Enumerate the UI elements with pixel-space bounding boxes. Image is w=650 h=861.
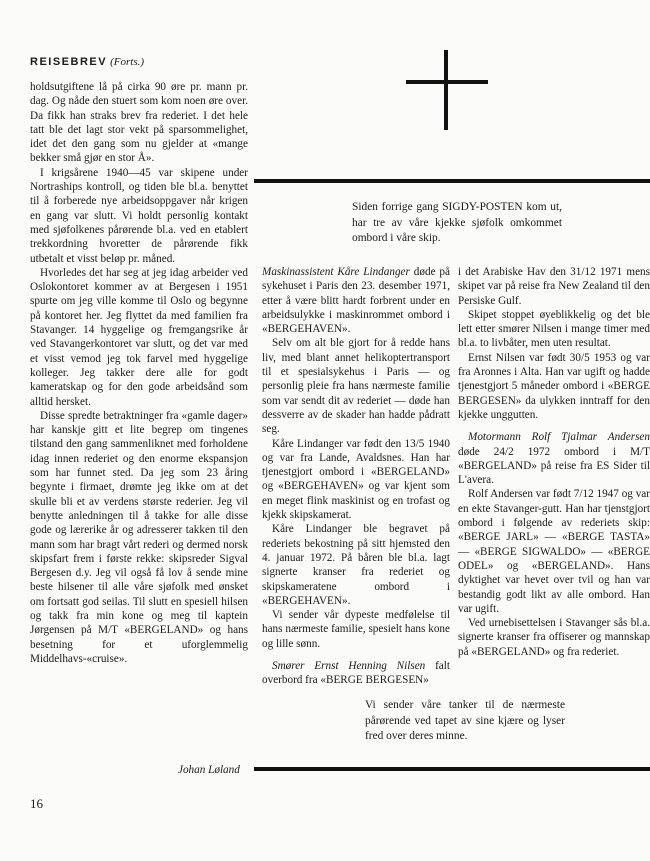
obituary-name: Smører Ernst Henning Nilsen (272, 660, 426, 673)
paragraph: holdsutgiftene lå på cirka 90 øre pr. mann pr. dag. Og nåde den stuert som kom noen øre over. Da fikk han straks brev fra rederiet. I det hele tatt ble det lagt stor vekt på sparsommelighet, idet det den gang som nu gjelder at «mange bekker små gjør en stor Å». (30, 81, 248, 165)
middle-column (262, 265, 450, 688)
paragraph: Skipet stoppet øyeblikkelig og det ble lett etter smører Nilsen i mange timer med bl.a. to livbåter, men uten resultat. (458, 308, 650, 350)
paragraph: Rolf Andersen var født 7/12 1947 og var en ekte Stavanger-gutt. Han har tjenstgjort ombord i følgende av rederiets skip: «BERGE JARL» — «BERGE TASTA» — «BERGE SIGWALDO» — «BERGE ODEL» og «BERGELAND». Hans dyktighet var hevet over tvil og han var bestandig godt likt av alle ombord. Han var ugift. (458, 488, 650, 615)
divider-rule (254, 179, 650, 183)
paragraph: Hvorledes det har seg at jeg idag arbeider ved Oslokontoret kommer av at Bergesen i 1951 spurte om jeg ville komme til Oslo og begynne på kontoret her. Jeg flyttet da med familien fra Stavanger. 14 hyggelige og fremgangsrike år ved Stavangerkontoret var slutt, og det var med et visst vemod jeg tok farvel med hyggelige kolleger. Jeg takker dere alle for godt kameratskap og for den gode arbeidsånd som alltid hersket. (30, 266, 248, 408)
obituary-name: Maskinassistent Kåre Lindanger (262, 266, 410, 278)
author-signature: Johan Løland (178, 764, 240, 776)
running-head-subtitle: (Forts.) (110, 56, 145, 68)
obituary-name: Motormann Rolf Tjalmar Andersen (468, 431, 650, 444)
running-head-title: REISEBREV (30, 56, 108, 68)
memorial-closing: Vi sender våre tanker til de nærmeste pårørende ved tapet av sine kjære og lyser fred over deres minne. (365, 699, 565, 742)
memorial-intro: Siden forrige gang SIGDY-POSTEN kom ut, har tre av våre kjekke sjøfolk omkommet ombord i våre skip. (352, 201, 562, 244)
paragraph: Ernst Nilsen var født 30/5 1953 og var fra Aronnes i Alta. Han var ugift og hadde tjenestgjort 5 måneder ombord i «BERGE BERGESEN» da ulykken inntraff for den kjekke unggutten. (458, 351, 650, 421)
obituary-andersen: Motormann Rolf Tjalmar Andersen døde 24/2 1972 ombord i M/T «BERGELAND» på reise fra ES Sider til L'avera. (458, 431, 650, 487)
obituary-nilsen: Smører Ernst Henning Nilsen falt overbord fra «BERGE BERGESEN» (262, 660, 450, 687)
left-column (30, 80, 248, 666)
paragraph: i det Arabiske Hav den 31/12 1971 mens skipet var på reise fra New Zealand til den Persiske Gulf. (458, 266, 650, 307)
paragraph: Selv om alt ble gjort for å redde hans liv, med blant annet helikoptertransport til et spesialsykehus i Paris — og personlig pleie fra hans nærmeste familie som var sendt dit av rederiet — døde han dessverre av de skader han hadde pådratt seg. (262, 337, 450, 436)
paragraph: Kåre Lindanger ble begravet på rederiets bekostning på sitt hjemsted den 4. januar 1972. På båren ble bl.a. lagt signerte kranser fra rederiet og skipskameratene ombord i «BERGEHAVEN». (262, 523, 450, 607)
divider-rule (254, 767, 650, 771)
paragraph: Disse spredte betraktninger fra «gamle dager» har kanskje gitt et lite begrep om tingenes tilstand den gang sammenliknet med forholdene idag innen rederiet og den enorme ekspansjon som har funnet sted. Da jeg som 23 åring begynte i firmaet, drømte jeg ikke om at det skulle bli et av verdens største rederier. Jeg vil benytte anledningen til å takke for alle disse gode og lærerike år og adresserer takken til den mann som har bragt vårt rederi og dermed norsk skipsfart frem i første rekke: skipsreder Sigval Bergesen d.y. Jeg vil også få lov å sende mine beste hilsener til alle våre sjøfolk med ønsket om fortsatt god seilas. Til slutt en spesiell hilsen og takk fra min kone og meg til kaptein Jørgensen på M/T «BERGELAND» og hans besetning for et uforglemmelig Middelhavs-«cruise». (30, 409, 248, 665)
obituary-lindanger: Maskinassistent Kåre Lindanger døde på sykehuset i Paris den 23. desember 1971, etter å være blitt hardt forbrent under en arbeidsulykke i maskinrommet ombord i «BERGEHAVEN». (262, 266, 450, 336)
paragraph: Ved urnebisettelsen i Stavanger sås bl.a. signerte kranser fra offiserer og mannskap på «BERGELAND» og fra rederiet. (458, 617, 650, 658)
paragraph: Vi sender vår dypeste medfølelse til hans nærmeste familie, spesielt hans kone og lille sønn. (262, 609, 450, 650)
running-head (30, 56, 144, 68)
right-column (458, 265, 650, 659)
paragraph: I krigsårene 1940—45 var skipene under Nortraships kontroll, og tiden ble bl.a. benyttet til å forberede nye arbeidsoppgaver når krigen en gang var slutt. Vi holdt personlig kontakt med sjøfolkenes pårørende bl.a. ved en etablert trekkordning hvoretter de pårørende fikk utbetalt et visst beløp pr. måned. (30, 166, 248, 265)
memorial-cross-icon (444, 50, 448, 130)
memorial-cross-bar (406, 80, 488, 84)
paragraph: Kåre Lindanger var født den 13/5 1940 og var fra Lande, Avaldsnes. Han har tjenestgjort ombord i «BERGELAND» og «BERGEHAVEN» og var kjent som en meget flink maskinist og en trofast og kjekk skipskamerat. (262, 437, 450, 522)
page-number: 16 (30, 796, 43, 811)
